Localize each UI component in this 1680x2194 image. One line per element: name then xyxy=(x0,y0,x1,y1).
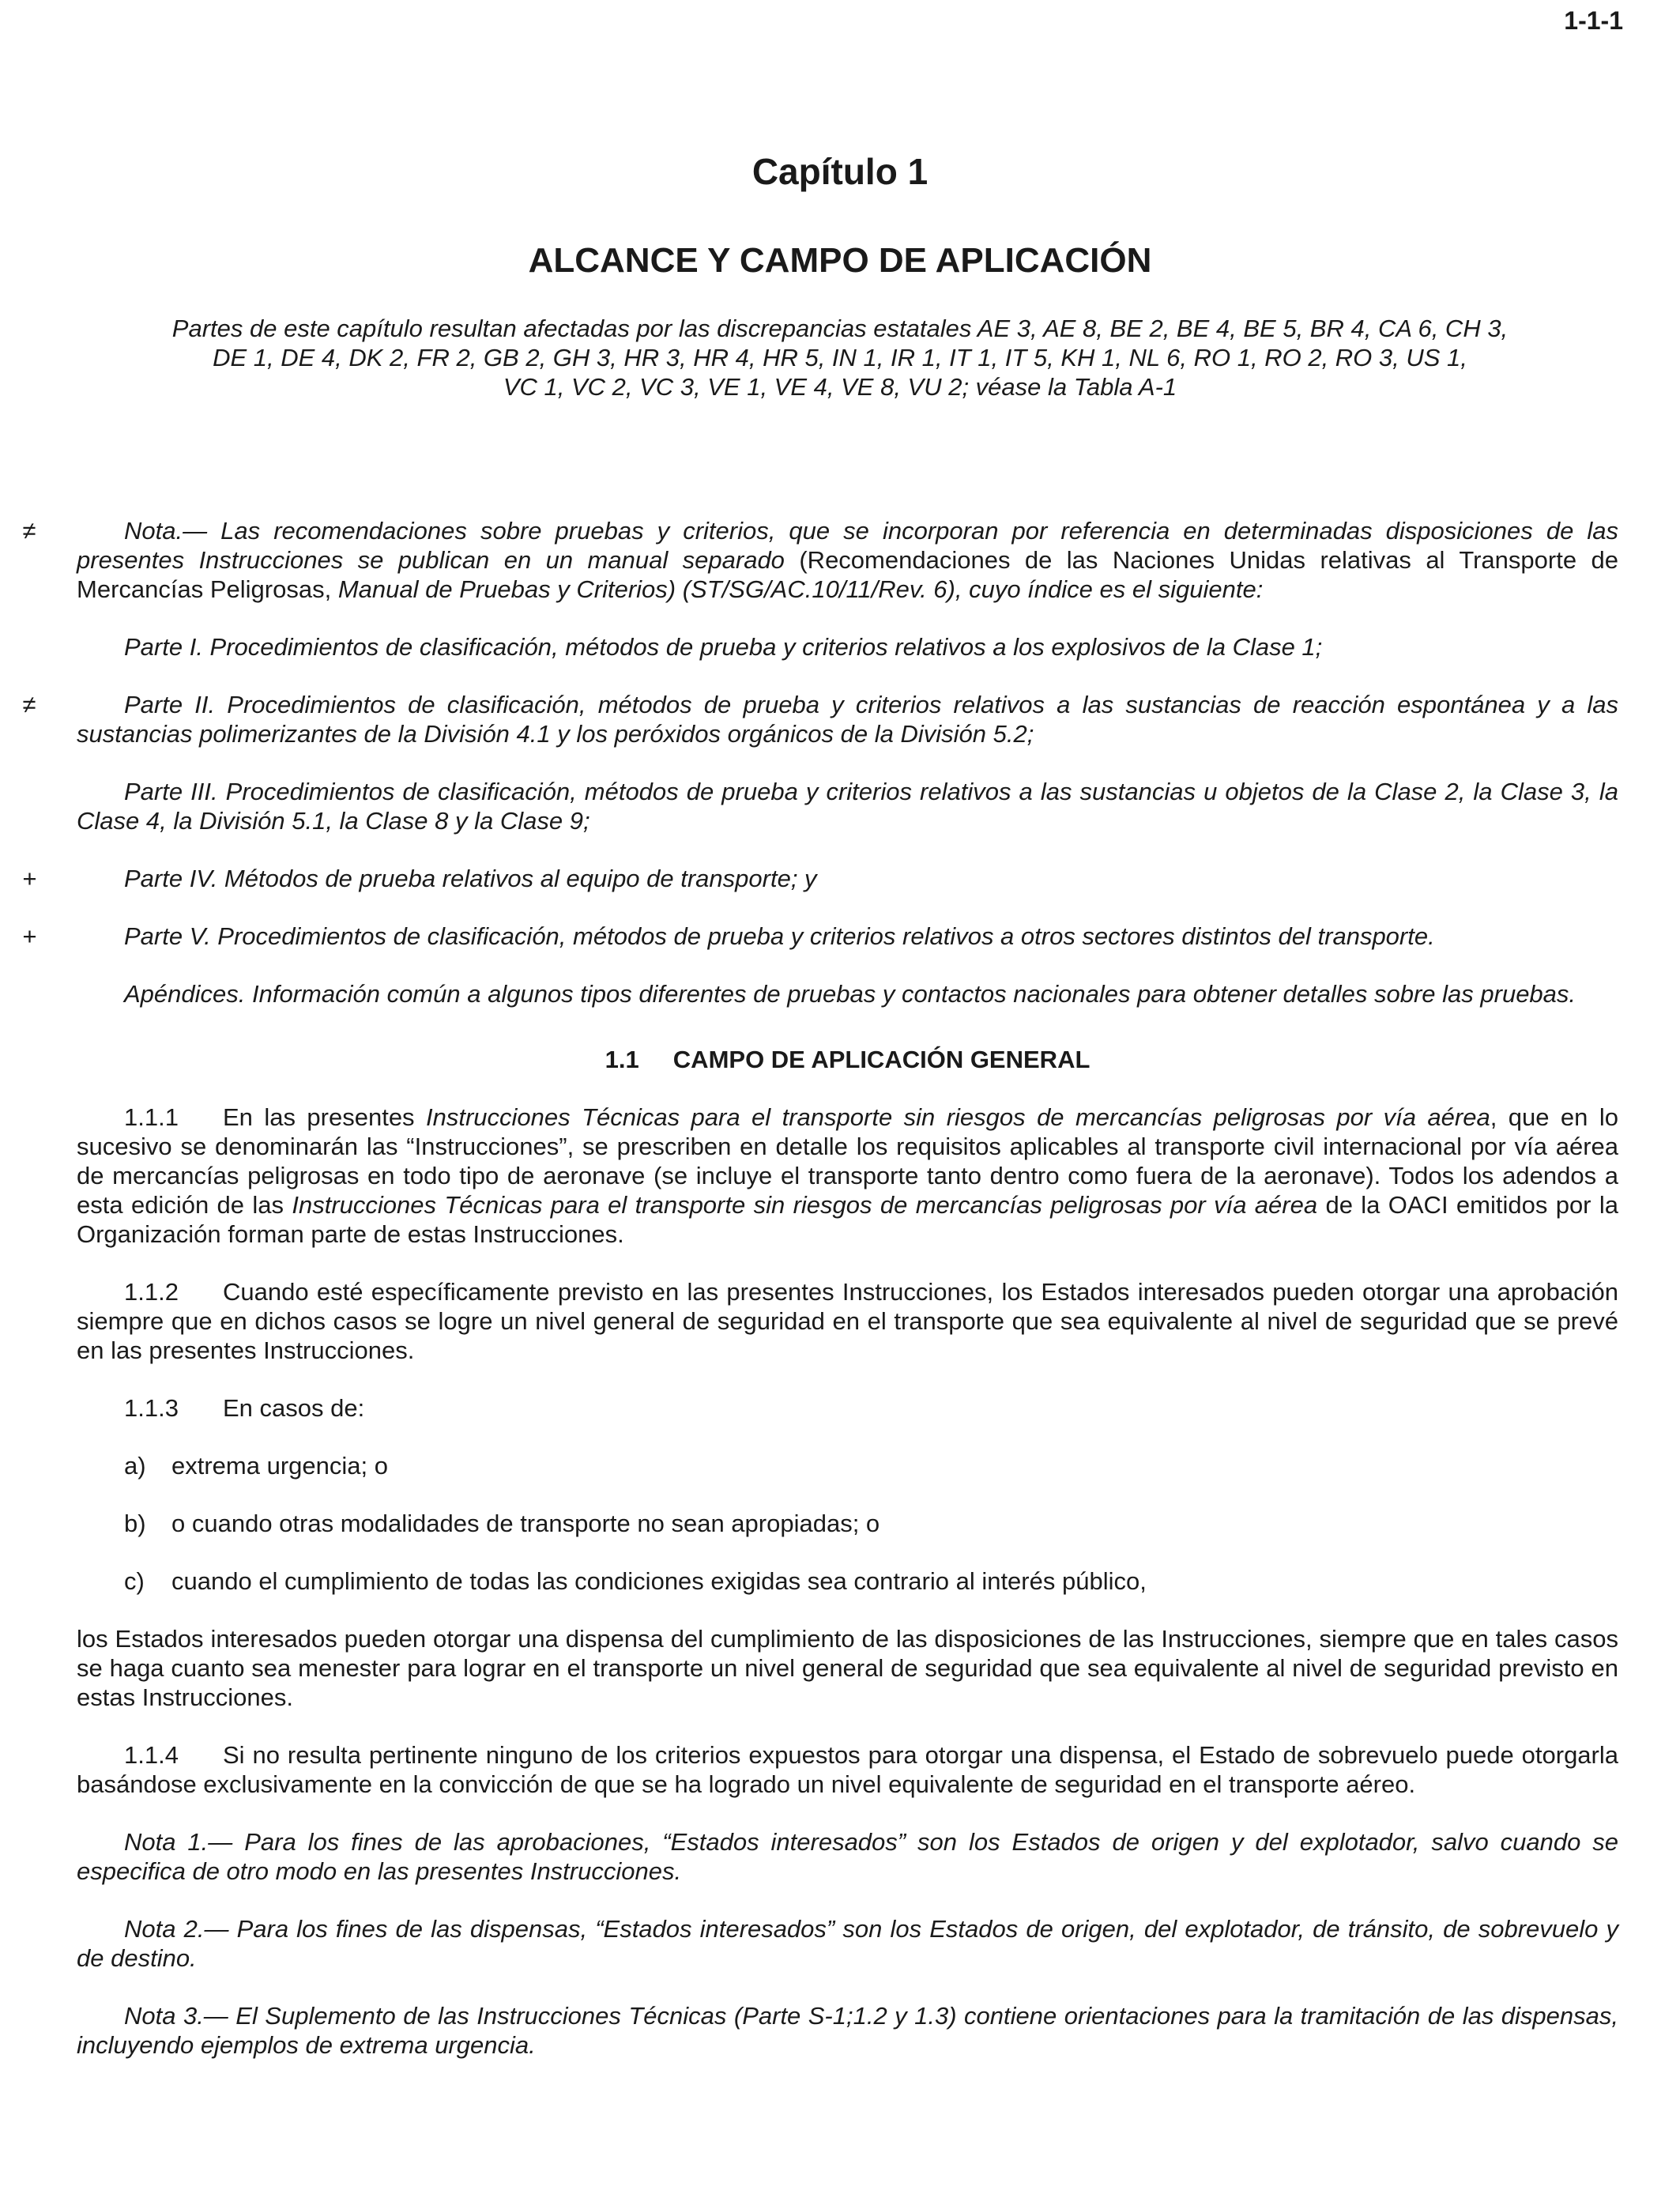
list-item xyxy=(77,1451,1618,1480)
paragraph-number: 1.1.3 xyxy=(124,1394,179,1422)
note-text: (Recomendaciones de las Naciones Unidas relativas al Transporte de Mercancías Peligrosas, xyxy=(77,546,1618,603)
note-text: Manual de Pruebas y Criterios xyxy=(337,575,668,603)
intro-note xyxy=(22,516,1618,604)
paragraph-1-1-1 xyxy=(77,1103,1618,1249)
part-item xyxy=(22,690,1618,748)
plus-mark: + xyxy=(21,922,37,950)
not-equal-mark: ≠ xyxy=(22,691,36,718)
note-text: ) (ST/SG/AC.10/11/Rev. 6), cuyo índice es el siguiente: xyxy=(667,575,1264,603)
paragraph-text: de la OACI emitidos por la Organización forman parte de estas Instrucciones. xyxy=(77,1191,1618,1248)
part-item xyxy=(21,922,1618,951)
chapter-title: Capítulo 1 xyxy=(751,151,929,192)
paragraph-text: , que en lo sucesivo se denominarán las “Instrucciones”, se prescriben en detalle los requisitos aplicables al transporte civil internacional por vía aérea de mercancías peligrosas en todo tipo de aeronave (se incluye el transporte tanto dentro como fuera de la aeronave). Todos los adendos a esta edición de las xyxy=(77,1103,1618,1219)
document-title: Instrucciones Técnicas para el transporte sin riesgos de mercancías peligrosas por vía aérea xyxy=(426,1103,1490,1131)
not-equal-mark: ≠ xyxy=(22,517,36,545)
paragraph-text: En las presentes xyxy=(223,1103,426,1131)
note-2 xyxy=(77,1914,1618,1973)
discrepancies-line: DE 1, DE 4, DK 2, FR 2, GB 2, GH 3, HR 3, HR 4, HR 5, IN 1, IR 1, IT 1, IT 5, KH 1, NL 6, RO 1, RO 2, RO 3, US 1, xyxy=(213,344,1467,371)
note-text: Nota 1.— Para los fines de las aprobaciones, “Estados interesados” son los Estados de origen y del explotador, salvo cuando se especifica de otro modo en las presentes Instrucciones. xyxy=(77,1828,1618,1885)
part-text: Parte IV. Métodos de prueba relativos al equipo de transporte; y xyxy=(124,865,817,892)
paragraph-1-1-3 xyxy=(77,1393,1618,1423)
paragraph-1-1-2 xyxy=(77,1277,1618,1365)
list-item xyxy=(77,1566,1618,1596)
note-text: Las recomendaciones sobre pruebas y criterios, que se incorporan por referencia en determinadas disposiciones de las presentes Instrucciones se publican en un manual separado xyxy=(77,517,1618,574)
part-item xyxy=(77,777,1618,835)
chapter-subtitle: ALCANCE Y CAMPO DE APLICACIÓN xyxy=(528,241,1152,280)
part-item xyxy=(21,864,1618,893)
note-lead: Nota.— xyxy=(124,517,208,545)
paragraph-text: En casos de: xyxy=(223,1394,365,1422)
note-3 xyxy=(77,2001,1618,2060)
list-letter: a) xyxy=(124,1452,146,1480)
part-text: Apéndices. Información común a algunos tipos diferentes de pruebas y contactos nacionales para obtener detalles sobre las pruebas. xyxy=(124,980,1576,1008)
body-text xyxy=(21,516,1618,2088)
paragraph-text: Cuando esté específicamente previsto en las presentes Instrucciones, los Estados interesados pueden otorgar una aprobación siempre que en dichos casos se logre un nivel general de seguridad en el transporte que sea equivalente al nivel de seguridad que se prevé en las presentes Instrucciones. xyxy=(77,1278,1618,1364)
section-heading xyxy=(77,1045,1618,1074)
plus-mark: + xyxy=(21,865,37,892)
part-item xyxy=(77,632,1618,662)
list-item xyxy=(77,1509,1618,1538)
note-text: Nota 2.— Para los fines de las dispensas, “Estados interesados” son los Estados de origen, del explotador, de tránsito, de sobrevuelo y de destino. xyxy=(77,1915,1618,1972)
part-text: Parte V. Procedimientos de clasificación, métodos de prueba y criterios relativos a otros sectores distintos del transporte. xyxy=(124,922,1435,950)
part-item xyxy=(77,979,1618,1008)
note-1 xyxy=(77,1827,1618,1886)
section-number: 1.1 xyxy=(605,1046,639,1073)
part-text: Parte III. Procedimientos de clasificación, métodos de prueba y criterios relativos a las sustancias u objetos de la Clase 2, la Clase 3, la Clase 4, la División 5.1, la Clase 8 y la Clase 9; xyxy=(77,778,1618,835)
part-text: Parte II. Procedimientos de clasificación, métodos de prueba y criterios relativos a las sustancias de reacción espontánea y a las sustancias polimerizantes de la División 4.1 y los peróxidos orgánicos de la División 5.2; xyxy=(77,691,1618,748)
discrepancies-line: Partes de este capítulo resultan afectadas por las discrepancias estatales AE 3, AE 8, BE 2, BE 4, BE 5, BR 4, CA 6, CH 3, xyxy=(171,315,1509,342)
paragraph-closing: los Estados interesados pueden otorgar una dispensa del cumplimiento de las disposiciones de las Instrucciones, siempre que en tales casos se haga cuanto sea menester para lograr en el transporte un nivel general de seguridad que sea equivalente al nivel de seguridad previsto en estas Instrucciones. xyxy=(77,1625,1618,1711)
discrepancies-line: VC 1, VC 2, VC 3, VE 1, VE 4, VE 8, VU 2; véase la Tabla A-1 xyxy=(503,373,1177,401)
list-letter: c) xyxy=(124,1567,145,1595)
state-discrepancies xyxy=(95,314,1585,401)
paragraph-number: 1.1.2 xyxy=(124,1278,179,1306)
list-text: cuando el cumplimiento de todas las condiciones exigidas sea contrario al interés público, xyxy=(171,1567,1147,1595)
paragraph-number: 1.1.4 xyxy=(124,1741,179,1769)
paragraph-text: Si no resulta pertinente ninguno de los criterios expuestos para otorgar una dispensa, el Estado de sobrevuelo puede otorgarla basándose exclusivamente en la convicción de que se ha logrado un nivel equivalente de seguridad en el transporte aéreo. xyxy=(77,1741,1618,1798)
part-text: Parte I. Procedimientos de clasificación, métodos de prueba y criterios relativos a los explosivos de la Clase 1; xyxy=(124,633,1323,661)
list-letter: b) xyxy=(124,1510,146,1537)
list-text: o cuando otras modalidades de transporte no sean apropiadas; o xyxy=(171,1510,880,1537)
paragraph-number: 1.1.1 xyxy=(124,1103,179,1131)
list-text: extrema urgencia; o xyxy=(171,1452,388,1480)
note-text: Nota 3.— El Suplemento de las Instrucciones Técnicas (Parte S-1;1.2 y 1.3) contiene orientaciones para la tramitación de las dispensas, incluyendo ejemplos de extrema urgencia. xyxy=(77,2002,1618,2059)
page-number: 1-1-1 xyxy=(1564,6,1623,35)
section-title: CAMPO DE APLICACIÓN GENERAL xyxy=(672,1046,1090,1073)
paragraph-1-1-4 xyxy=(77,1740,1618,1799)
document-title: Instrucciones Técnicas para el transporte sin riesgos de mercancías peligrosas por vía aérea xyxy=(292,1191,1318,1219)
